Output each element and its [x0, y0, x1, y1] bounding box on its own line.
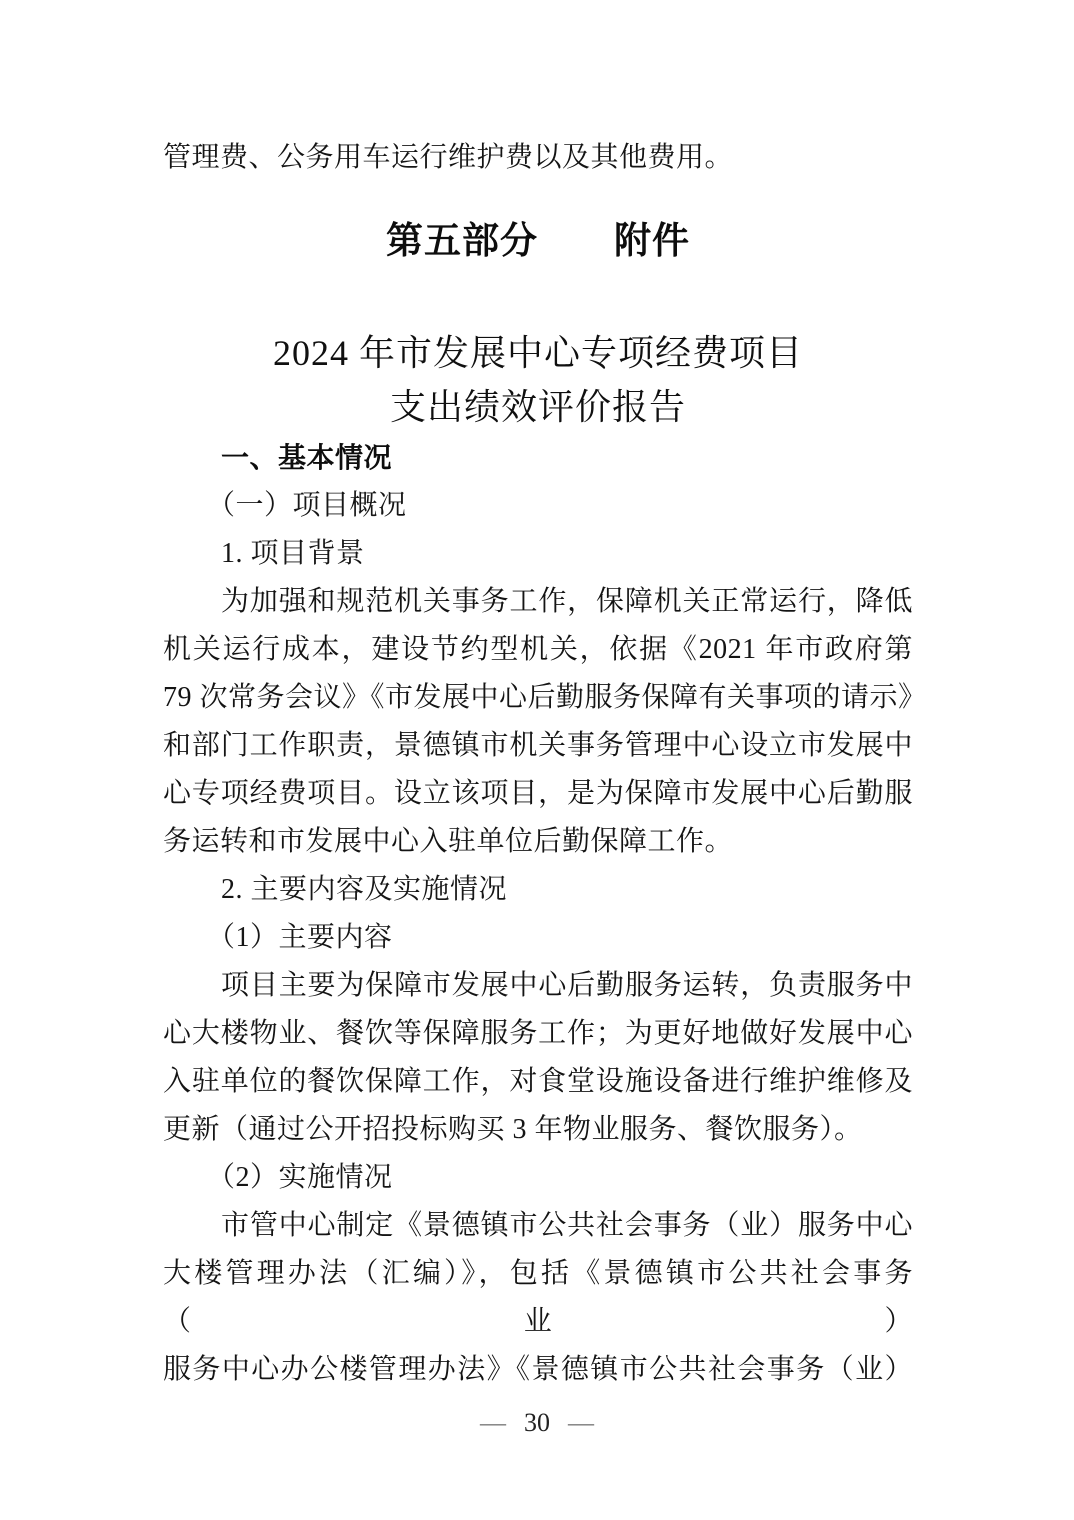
- numbered-heading: （2）实施情况: [207, 1162, 393, 1193]
- paragraph-line: 管理费、公务用车运行维护费以及其他费用。: [163, 142, 734, 173]
- section-heading: 一、基本情况: [221, 442, 393, 473]
- paragraph-line: 心大楼物业、餐饮等保障服务工作；为更好地做好发展中心: [163, 1018, 913, 1049]
- paragraph-line: 大楼管理办法（汇编）》，包括《景德镇市公共社会事务（业）: [163, 1258, 913, 1337]
- paragraph-line: 为加强和规范机关事务工作，保障机关正常运行，降低: [221, 586, 913, 617]
- paragraph-line: 更新（通过公开招投标购买 3 年物业服务、餐饮服务）。: [163, 1114, 863, 1145]
- numbered-heading: 2. 主要内容及实施情况: [221, 874, 508, 905]
- page-number: 30: [524, 1408, 550, 1437]
- subsection-heading: （一）项目概况: [207, 490, 407, 521]
- report-title-line-1: 2024 年市发展中心专项经费项目: [272, 333, 803, 373]
- footer-dash-right: —: [568, 1408, 594, 1437]
- paragraph-line: 入驻单位的餐饮保障工作，对食堂设施设备进行维护维修及: [163, 1066, 913, 1097]
- text-block: [163, 134, 927, 1394]
- paragraph-line: 服务中心办公楼管理办法》《景德镇市公共社会事务（业）: [163, 1354, 913, 1385]
- part-heading: 第五部分 附件: [386, 221, 690, 262]
- paragraph-line: 和部门工作职责，景德镇市机关事务管理中心设立市发展中: [163, 730, 913, 761]
- paragraph-line: 项目主要为保障市发展中心后勤服务运转，负责服务中: [221, 970, 913, 1001]
- numbered-heading: 1. 项目背景: [221, 538, 365, 569]
- page-footer: [0, 1403, 1074, 1443]
- paragraph-line: 市管中心制定《景德镇市公共社会事务（业）服务中心: [221, 1210, 913, 1241]
- paragraph-line: 务运转和市发展中心入驻单位后勤保障工作。: [163, 826, 734, 857]
- report-title-line-2: 支出绩效评价报告: [389, 387, 686, 427]
- paragraph-line: 79 次常务会议》《市发展中心后勤服务保障有关事项的请示》: [163, 682, 927, 713]
- paragraph-line: 心专项经费项目。设立该项目，是为保障市发展中心后勤服: [163, 778, 913, 809]
- paragraph-line: 机关运行成本，建设节约型机关，依据《2021 年市政府第: [163, 634, 913, 665]
- footer-dash-left: —: [480, 1408, 506, 1437]
- numbered-heading: （1）主要内容: [207, 922, 393, 953]
